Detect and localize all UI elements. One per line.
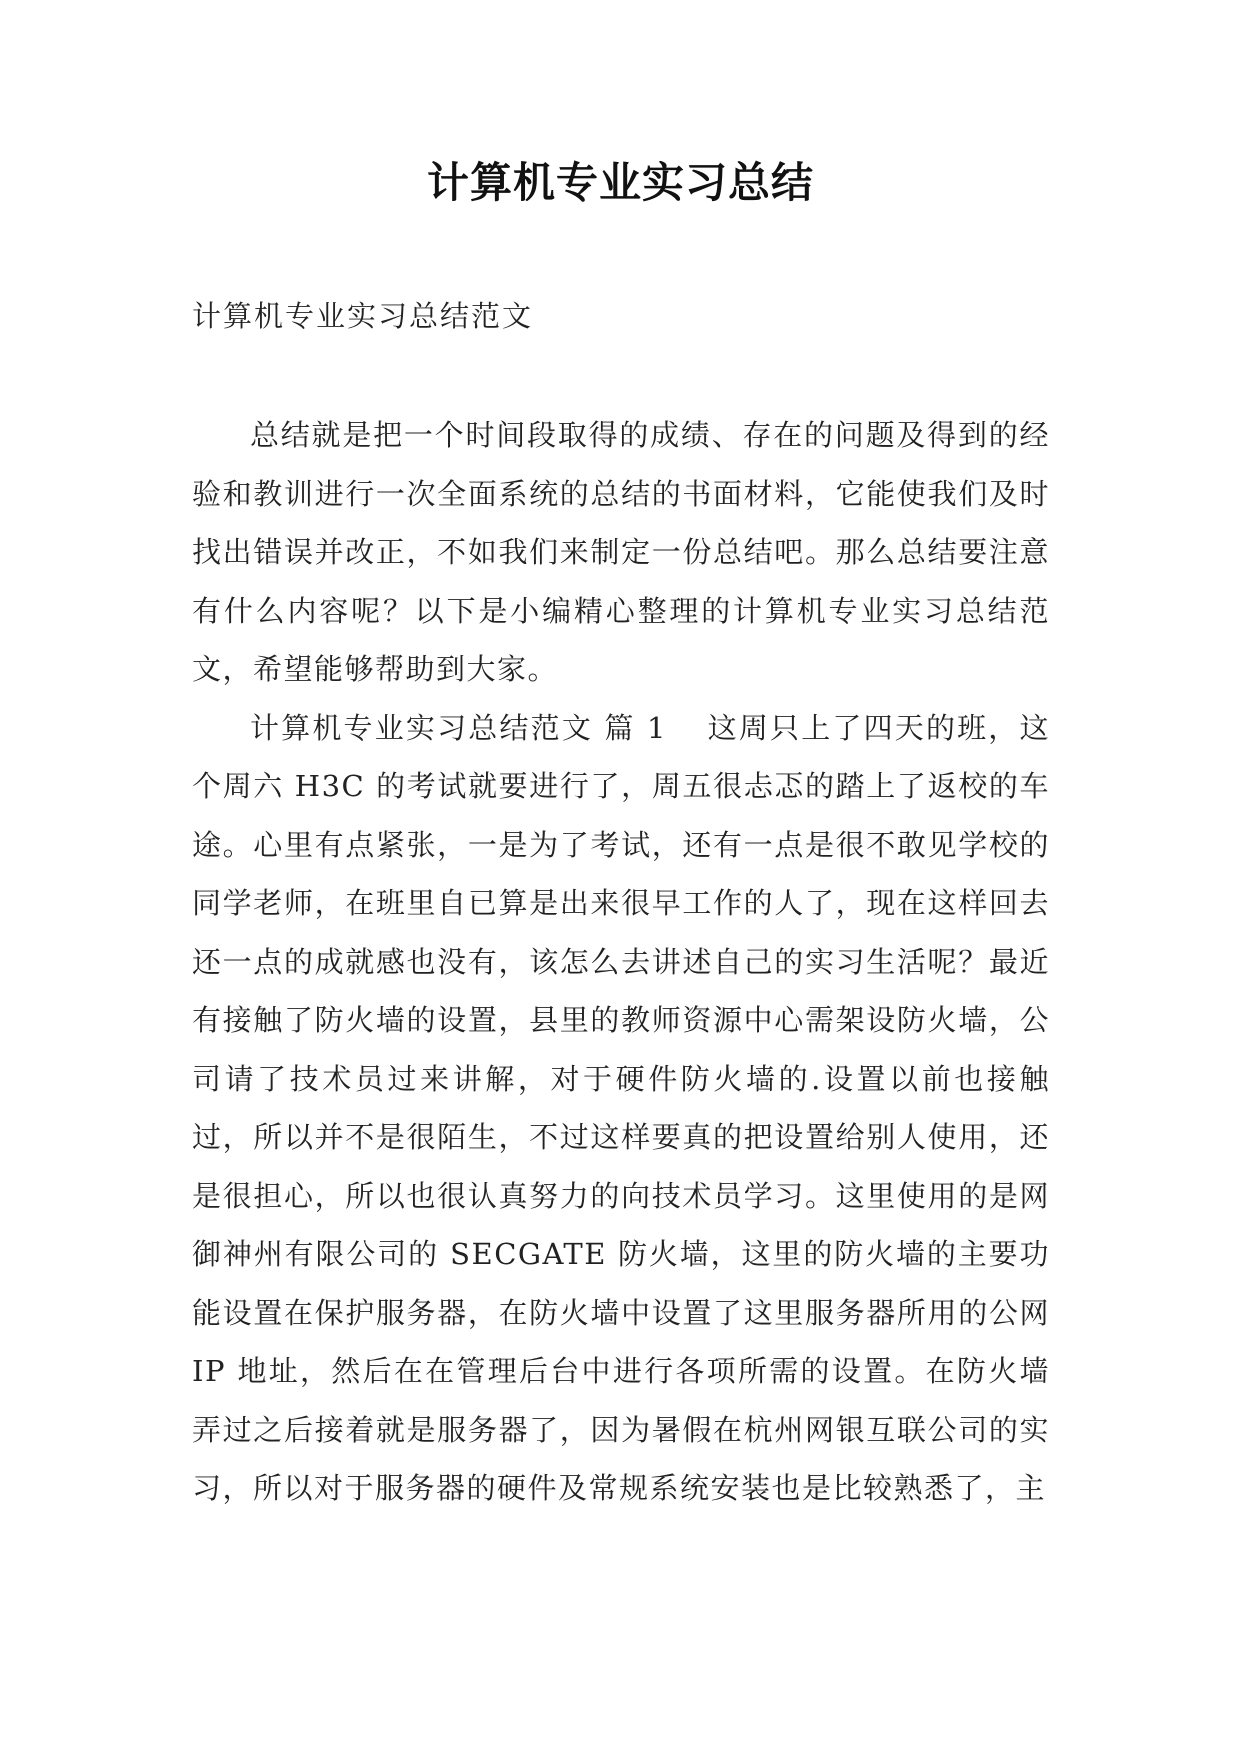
document-body <box>192 406 1050 1518</box>
section-label: 计算机专业实习总结范文 篇 1 <box>250 710 667 745</box>
document-title: 计算机专业实习总结 <box>426 158 814 207</box>
document-subtitle: 计算机专业实习总结范文 <box>192 299 534 333</box>
intro-paragraph: 总结就是把一个时间段取得的成绩、存在的问题及得到的经验和教训进行一次全面系统的总结的书面材料，它能使我们及时找出错误并改正，不如我们来制定一份总结吧。那么总结要注意有什么内容呢？以下是小编精心整理的计算机专业实习总结范文，希望能够帮助到大家。 <box>192 418 1050 686</box>
section-body: 这周只上了四天的班，这个周六 H3C 的考试就要进行了，周五很忐忑的踏上了返校的车途。心里有点紧张，一是为了考试，还有一点是很不敢见学校的同学老师，在班里自已算是出来很早工作的人了，现在这样回去还一点的成就感也没有，该怎么去讲述自己的实习生活呢？最近有接触了防火墙的设置，县里的教师资源中心需架设防火墙，公司请了技术员过来讲解，对于硬件防火墙的.设置以前也接触过，所以并不是很陌生，不过这样要真的把设置给别人使用，还是很担心，所以也很认真努力的向技术员学习。这里使用的是网御神州有限公司的 SECGATE 防火墙，这里的防火墙的主要功能设置在保护服务器，在防火墙中设置了这里服务器所用的公网 IP 地址，然后在在管理后台中进行各项所需的设置。在防火墙弄过之后接着就是服务器了，因为暑假在杭州网银互联公司的实习，所以对于服务器的硬件及常规系统安装也是比较熟悉了，主 <box>192 710 1050 1505</box>
section-paragraph <box>192 699 1050 1518</box>
